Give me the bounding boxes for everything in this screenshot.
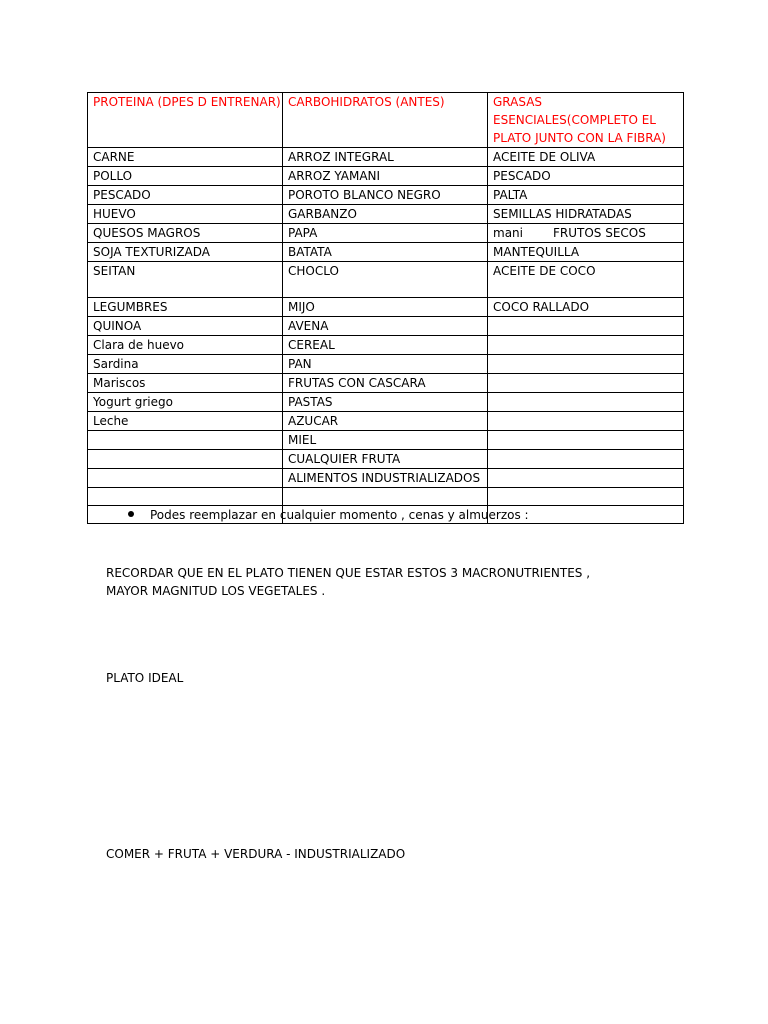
table-row xyxy=(88,336,684,355)
table-cell: CARNE xyxy=(88,148,283,167)
table-cell: Mariscos xyxy=(88,374,283,393)
table-cell: SEITAN xyxy=(88,262,283,298)
table-row xyxy=(88,355,684,374)
table-cell xyxy=(283,488,488,506)
table-row xyxy=(88,224,684,243)
table-cell: MIEL xyxy=(283,431,488,450)
table-cell xyxy=(488,393,684,412)
table-cell xyxy=(88,488,283,506)
table-cell xyxy=(488,412,684,431)
table-cell xyxy=(488,488,684,506)
table-row xyxy=(88,374,684,393)
bullet-icon xyxy=(128,511,134,517)
bullet-item xyxy=(128,506,529,524)
table-row xyxy=(88,205,684,224)
table-row xyxy=(88,431,684,450)
table-row xyxy=(88,148,684,167)
table-cell: CHOCLO xyxy=(283,262,488,298)
table-cell: PASTAS xyxy=(283,393,488,412)
table-cell: PAN xyxy=(283,355,488,374)
table-cell xyxy=(88,431,283,450)
table-cell: HUEVO xyxy=(88,205,283,224)
formula-paragraph: COMER + FRUTA + VERDURA - INDUSTRIALIZADO xyxy=(106,847,406,861)
table-row xyxy=(88,186,684,205)
table-cell: POROTO BLANCO NEGRO xyxy=(283,186,488,205)
table-cell: BATATA xyxy=(283,243,488,262)
table-cell-mani-frutos-secos xyxy=(488,224,684,243)
table-cell: QUESOS MAGROS xyxy=(88,224,283,243)
table-row xyxy=(88,393,684,412)
table-cell xyxy=(88,469,283,488)
table-header-row xyxy=(88,93,684,148)
table-cell xyxy=(488,355,684,374)
header-cell-proteina xyxy=(88,93,283,148)
bullet-text: Podes reemplazar en cualquier momento , cenas y almuerzos : xyxy=(150,508,529,522)
table-cell: ALIMENTOS INDUSTRIALIZADOS xyxy=(283,469,488,488)
header-cell-grasas xyxy=(488,93,684,148)
table-cell xyxy=(488,431,684,450)
table-cell: COCO RALLADO xyxy=(488,298,684,317)
plato-ideal-heading: PLATO IDEAL xyxy=(106,671,184,685)
table-cell: AZUCAR xyxy=(283,412,488,431)
table-row xyxy=(88,243,684,262)
table-cell xyxy=(488,317,684,336)
table-cell: PAPA xyxy=(283,224,488,243)
table-cell xyxy=(488,374,684,393)
table-row xyxy=(88,317,684,336)
table-cell xyxy=(488,336,684,355)
food-table xyxy=(87,92,684,524)
header-cell-carbohidratos xyxy=(283,93,488,148)
table-cell: POLLO xyxy=(88,167,283,186)
table-cell xyxy=(88,450,283,469)
table-cell: PESCADO xyxy=(488,167,684,186)
table-cell: ACEITE DE OLIVA xyxy=(488,148,684,167)
table-cell: MANTEQUILLA xyxy=(488,243,684,262)
table-cell: ARROZ YAMANI xyxy=(283,167,488,186)
recordar-paragraph: RECORDAR QUE EN EL PLATO TIENEN QUE ESTAR ESTOS 3 MACRONUTRIENTES , MAYOR MAGNITUD LOS VEGETALES . xyxy=(106,566,591,598)
table-row xyxy=(88,450,684,469)
table-cell: Sardina xyxy=(88,355,283,374)
table-row xyxy=(88,298,684,317)
table-cell: PALTA xyxy=(488,186,684,205)
table-cell: CUALQUIER FRUTA xyxy=(283,450,488,469)
table-cell: QUINOA xyxy=(88,317,283,336)
frutos-secos-text: FRUTOS SECOS xyxy=(552,226,646,240)
table-row xyxy=(88,412,684,431)
table-cell: FRUTAS CON CASCARA xyxy=(283,374,488,393)
table-cell: LEGUMBRES xyxy=(88,298,283,317)
table-cell: Clara de huevo xyxy=(88,336,283,355)
header-proteina-text: PROTEINA (DPES D ENTRENAR) xyxy=(93,95,281,109)
table-cell: Yogurt griego xyxy=(88,393,283,412)
table-cell: SOJA TEXTURIZADA xyxy=(88,243,283,262)
table-row xyxy=(88,488,684,506)
table-cell: ARROZ INTEGRAL xyxy=(283,148,488,167)
table-row xyxy=(88,469,684,488)
header-grasas-text: GRASAS ESENCIALES(COMPLETO EL PLATO JUNTO CON LA FIBRA) xyxy=(493,95,666,145)
table-cell: CEREAL xyxy=(283,336,488,355)
mani-text: mani xyxy=(493,226,523,240)
table-cell: GARBANZO xyxy=(283,205,488,224)
table-cell: Leche xyxy=(88,412,283,431)
table-cell xyxy=(488,469,684,488)
table-cell xyxy=(488,450,684,469)
table-cell: MIJO xyxy=(283,298,488,317)
table-cell: SEMILLAS HIDRATADAS xyxy=(488,205,684,224)
table-cell: PESCADO xyxy=(88,186,283,205)
table-cell: ACEITE DE COCO xyxy=(488,262,684,298)
header-carbohidratos-text: CARBOHIDRATOS (ANTES) xyxy=(288,95,445,109)
table-row xyxy=(88,167,684,186)
table-cell: AVENA xyxy=(283,317,488,336)
table-row xyxy=(88,262,684,298)
